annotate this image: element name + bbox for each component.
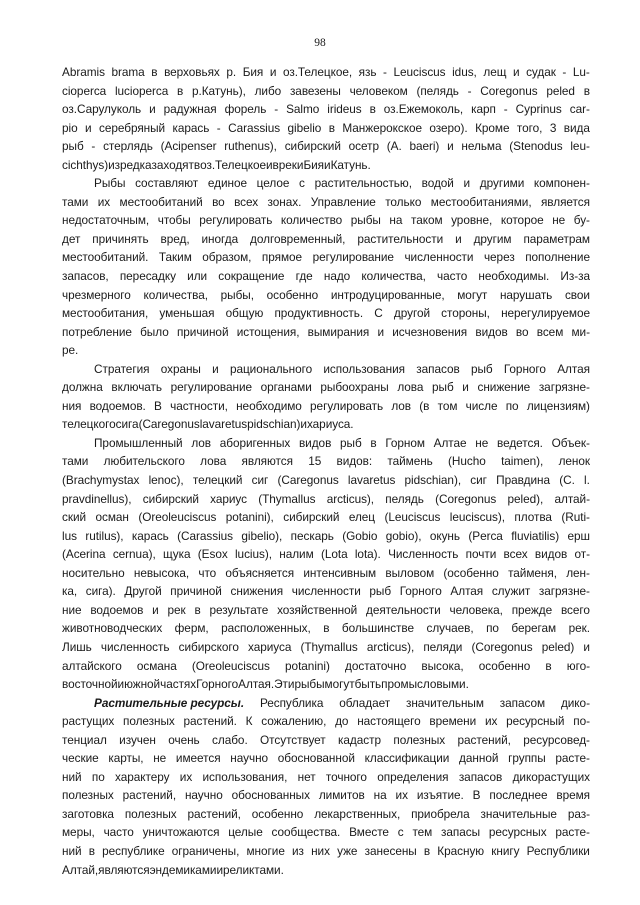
paragraph bbox=[62, 174, 590, 359]
text-line: Промышленный лов аборигенных видов рыб в Горном Алтае не ведется. Объек- bbox=[94, 435, 590, 450]
text-line: ния водоемов. В частности, необходимо регулировать лов (в том числе по лицензиям) bbox=[62, 398, 590, 413]
text-line: телецкого сига (Caregonus lavaretus pidschian) и хариуса. bbox=[62, 417, 354, 432]
paragraph bbox=[62, 63, 590, 174]
text-line: Лишь численность сибирского хариуса (Thymallus arcticus), пеляди (Coregonus peled) и bbox=[62, 639, 590, 654]
page-number: 98 bbox=[314, 37, 326, 49]
text-line: оз.Сарулуколь и радужная форель - Salmo irideus в оз.Ежемоколь, карп - Cyprinus car- bbox=[62, 102, 590, 117]
text-line: ре. bbox=[62, 343, 79, 358]
paragraph bbox=[62, 434, 590, 694]
text-line: полезных растений, научно обоснованных лимитов на их изъятие. В последнее время bbox=[62, 788, 590, 803]
text-line: восточной и южной частях Горного Алтая. Эти рыбы могут быть промысловыми. bbox=[62, 677, 469, 692]
text-line: Рыбы составляют единое целое с растительностью, водой и другими компонен- bbox=[94, 176, 590, 191]
text-line: ка, сига). Другой причиной снижения численности рыб Горного Алтая служит загрязне- bbox=[62, 584, 590, 599]
text-line: ний по характеру их использования, нет точного определения запасов дикорастущих bbox=[62, 769, 590, 784]
paragraph bbox=[62, 694, 590, 879]
text-line: животноводческих ферм, расположенных, в большинстве случаев, по берегам рек. bbox=[62, 621, 590, 636]
text-line: недостаточным, чтобы регулировать количество рыбы на таком уровне, которое не бу- bbox=[62, 213, 590, 228]
text-line: носительно невысока, что объясняется интенсивным выловом (особенно тайменя, лен- bbox=[62, 565, 590, 580]
text-line: Стратегия охраны и рационального использования запасов рыб Горного Алтая bbox=[94, 361, 590, 376]
text-line: (Acerina cernua), щука (Esox lucius), налим (Lota lota). Численность почти всех видов от- bbox=[62, 547, 590, 562]
text-line: растущих полезных растений. К сожалению, до настоящего времени их ресурсный по- bbox=[62, 714, 590, 729]
text-line: ский осман (Oreoleuciscus potanini), сибирский елец (Leuciscus leuciscus), плотва (Ruti- bbox=[62, 510, 590, 525]
text-line: должна включать регулирование органами рыбоохраны лова рыб и снижение загрязне- bbox=[62, 380, 590, 395]
document-body bbox=[62, 63, 590, 879]
text-line: ческие карты, не имеется научно обоснованной классификации данной группы расте- bbox=[62, 751, 590, 766]
text-line: тами их местообитаний во всех зонах. Управление только местообитаниями, является bbox=[62, 194, 590, 209]
text-line: местообитания, уменьшая общую продуктивность. С другой стороны, нерегулируемое bbox=[62, 306, 590, 321]
text-line: pravdinellus), сибирский хариус (Thymallus arcticus), пелядь (Coregonus peled), алтай- bbox=[62, 491, 590, 506]
text-line: потребление было причиной истощения, вымирания и исчезновения видов во всем ми- bbox=[62, 324, 590, 339]
text-line: меры, часто уничтожаются целые сообщества. Вместе с тем запасы ресурсных расте- bbox=[62, 825, 590, 840]
text-line: (Brachymystax lenoc), телецкий сиг (Caregonus lavaretus pidschian), сиг Правдина (C. l. bbox=[62, 473, 590, 488]
text-line: lus rutilus), карась (Carassius gibelio), пескарь (Gobio gobio), окунь (Perca fluviatilis) ерш bbox=[62, 528, 590, 543]
text-line: Abramis brama в верховьях р. Бия и оз.Телецкое, язь - Leuciscus idus, лещ и судак - Lu- bbox=[62, 65, 590, 79]
text-line: ний в республике ограничены, многие из них уже занесены в Красную книгу Республики bbox=[62, 843, 590, 858]
text-line: дет причинять вред, иногда долговременный, растительности и другим параметрам bbox=[62, 231, 590, 246]
text-line: запасов, пересадку или сокращение где надо количества, часто необходимы. Из-за bbox=[62, 269, 590, 284]
text-line: Растительные ресурсы. Республика обладает значительным запасом дико- bbox=[62, 694, 590, 713]
text-line: cioperca lucioperca в р.Катунь), либо завезены человеком (пелядь - Coregonus peled в bbox=[62, 83, 590, 98]
text-line: алтайского османа (Oreoleuciscus potanini) достаточно высока, особенно в юго- bbox=[62, 658, 590, 673]
paragraph bbox=[62, 360, 590, 434]
text-line: ние водоемов и рек в результате хозяйственной деятельности человека, прежде всего bbox=[62, 602, 590, 617]
text-line: заготовка полезных растений, особенно лекарственных, приобрела значительные раз- bbox=[62, 806, 590, 821]
text-line: чрезмерного количества, рыбы, особенно интродуцированные, могут нарушать свои bbox=[62, 287, 590, 302]
text-line: тами любительского лова являются 15 видов: таймень (Hucho taimen), ленок bbox=[62, 454, 590, 469]
text-line: Алтай, являются эндемиками и реликтами. bbox=[62, 862, 284, 877]
text-line: cichthys) изредка заходят в оз.Телецкое и в реки Бия и Катунь. bbox=[62, 157, 371, 172]
text-line: pio и серебряный карась - Carassius gibelio в Манжерокское озеро). Кроме того, 3 вида bbox=[62, 120, 590, 135]
text-line: местообитаний. Таким образом, прямое регулирование численности через пополнение bbox=[62, 250, 590, 265]
section-heading: Растительные ресурсы. bbox=[94, 695, 245, 710]
text-line: тенциал изучен очень слабо. Отсутствует кадастр полезных растений, ресурсовед- bbox=[62, 732, 590, 747]
text-line: рыб - стерлядь (Acipenser ruthenus), сибирский осетр (A. baeri) и нельма (Stenodus leu- bbox=[62, 139, 590, 154]
